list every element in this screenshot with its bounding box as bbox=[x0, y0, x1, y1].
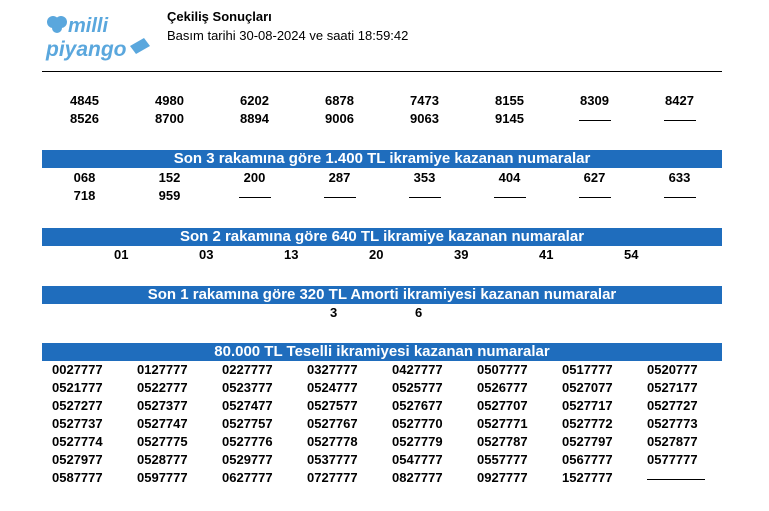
number-cell: 8427 bbox=[665, 93, 694, 108]
number-cell: 0527775 bbox=[137, 434, 188, 449]
number-cell: 0527277 bbox=[52, 398, 103, 413]
number-cell: 0027777 bbox=[52, 362, 103, 377]
empty-dash bbox=[637, 187, 722, 205]
number-cell: 54 bbox=[624, 247, 639, 262]
page-title: Çekiliş Sonuçları bbox=[167, 9, 272, 24]
top-numbers-row-1 bbox=[42, 92, 722, 110]
number-cell: 0527779 bbox=[392, 434, 443, 449]
number-cell: 03 bbox=[199, 247, 214, 262]
teselli-row bbox=[42, 379, 722, 397]
empty-dash bbox=[637, 469, 722, 487]
number-cell: 0527737 bbox=[52, 416, 103, 431]
number-cell: 0527774 bbox=[52, 434, 103, 449]
number-cell: 8309 bbox=[580, 93, 609, 108]
section-header-son2: Son 2 rakamına göre 640 TL ikramiye kazanan numaralar bbox=[42, 228, 722, 246]
teselli-row bbox=[42, 361, 722, 379]
number-cell: 8894 bbox=[240, 111, 269, 126]
number-cell: 0527773 bbox=[647, 416, 698, 431]
number-cell: 0127777 bbox=[137, 362, 188, 377]
number-cell: 0427777 bbox=[392, 362, 443, 377]
number-cell: 1527777 bbox=[562, 470, 613, 485]
number-cell: 6202 bbox=[240, 93, 269, 108]
logo-text-piyango: piyango bbox=[46, 38, 127, 61]
number-cell: 0517777 bbox=[562, 362, 613, 377]
number-cell: 8155 bbox=[495, 93, 524, 108]
number-cell: 959 bbox=[158, 188, 181, 203]
number-cell: 39 bbox=[454, 247, 469, 262]
number-cell: 0527772 bbox=[562, 416, 613, 431]
number-cell: 718 bbox=[73, 188, 96, 203]
clover-icon bbox=[47, 16, 67, 33]
number-cell: 0537777 bbox=[307, 452, 358, 467]
number-cell: 01 bbox=[114, 247, 129, 262]
number-cell: 0527477 bbox=[222, 398, 273, 413]
number-cell: 0527377 bbox=[137, 398, 188, 413]
number-cell: 0527787 bbox=[477, 434, 528, 449]
number-cell: 9063 bbox=[410, 111, 439, 126]
number-cell: 404 bbox=[498, 170, 521, 185]
number-cell: 13 bbox=[284, 247, 299, 262]
number-cell: 0528777 bbox=[137, 452, 188, 467]
number-cell: 0522777 bbox=[137, 380, 188, 395]
number-cell: 0525777 bbox=[392, 380, 443, 395]
number-cell: 9006 bbox=[325, 111, 354, 126]
number-cell: 6 bbox=[415, 305, 423, 320]
number-cell: 353 bbox=[413, 170, 436, 185]
number-cell: 0521777 bbox=[52, 380, 103, 395]
section-header-teselli: 80.000 TL Teselli ikramiyesi kazanan numaralar bbox=[42, 343, 722, 361]
teselli-row bbox=[42, 415, 722, 433]
number-cell: 0927777 bbox=[477, 470, 528, 485]
number-cell: 0527757 bbox=[222, 416, 273, 431]
number-cell: 0727777 bbox=[307, 470, 358, 485]
number-cell: 0526777 bbox=[477, 380, 528, 395]
number-cell: 0527707 bbox=[477, 398, 528, 413]
print-date: Basım tarihi 30-08-2024 ve saati 18:59:42 bbox=[167, 28, 409, 43]
empty-dash bbox=[382, 187, 467, 205]
son3-row-1 bbox=[42, 169, 722, 187]
number-cell: 9145 bbox=[495, 111, 524, 126]
number-cell: 8526 bbox=[70, 111, 99, 126]
number-cell: 0527877 bbox=[647, 434, 698, 449]
header-divider bbox=[42, 71, 722, 72]
son3-row-2 bbox=[42, 187, 722, 205]
milli-piyango-logo bbox=[40, 8, 155, 68]
empty-dash bbox=[467, 187, 552, 205]
number-cell: 20 bbox=[369, 247, 384, 262]
number-cell: 0527778 bbox=[307, 434, 358, 449]
number-cell: 0527727 bbox=[647, 398, 698, 413]
number-cell: 8700 bbox=[155, 111, 184, 126]
number-cell: 0523777 bbox=[222, 380, 273, 395]
empty-dash bbox=[212, 187, 297, 205]
number-cell: 0597777 bbox=[137, 470, 188, 485]
teselli-row bbox=[42, 451, 722, 469]
number-cell: 0527771 bbox=[477, 416, 528, 431]
number-cell: 633 bbox=[668, 170, 691, 185]
number-cell: 0527677 bbox=[392, 398, 443, 413]
number-cell: 0529777 bbox=[222, 452, 273, 467]
number-cell: 7473 bbox=[410, 93, 439, 108]
ticket-icon bbox=[130, 38, 150, 54]
number-cell: 41 bbox=[539, 247, 554, 262]
number-cell: 0527577 bbox=[307, 398, 358, 413]
empty-dash bbox=[552, 110, 637, 128]
number-cell: 0557777 bbox=[477, 452, 528, 467]
number-cell: 6878 bbox=[325, 93, 354, 108]
number-cell: 0527977 bbox=[52, 452, 103, 467]
number-cell: 0520777 bbox=[647, 362, 698, 377]
number-cell: 0527770 bbox=[392, 416, 443, 431]
teselli-row bbox=[42, 397, 722, 415]
number-cell: 627 bbox=[583, 170, 606, 185]
number-cell: 200 bbox=[243, 170, 266, 185]
number-cell: 0227777 bbox=[222, 362, 273, 377]
empty-dash bbox=[552, 187, 637, 205]
number-cell: 152 bbox=[158, 170, 181, 185]
section-header-son1: Son 1 rakamına göre 320 TL Amorti ikramiyesi kazanan numaralar bbox=[42, 286, 722, 304]
number-cell: 4845 bbox=[70, 93, 99, 108]
top-numbers-row-2 bbox=[42, 110, 722, 128]
number-cell: 0567777 bbox=[562, 452, 613, 467]
number-cell: 0524777 bbox=[307, 380, 358, 395]
section-header-son3: Son 3 rakamına göre 1.400 TL ikramiye kazanan numaralar bbox=[42, 150, 722, 168]
number-cell: 287 bbox=[328, 170, 351, 185]
number-cell: 0327777 bbox=[307, 362, 358, 377]
number-cell: 0587777 bbox=[52, 470, 103, 485]
number-cell: 0577777 bbox=[647, 452, 698, 467]
number-cell: 0527767 bbox=[307, 416, 358, 431]
empty-dash bbox=[637, 110, 722, 128]
number-cell: 4980 bbox=[155, 93, 184, 108]
number-cell: 0527077 bbox=[562, 380, 613, 395]
number-cell: 0547777 bbox=[392, 452, 443, 467]
number-cell: 0527776 bbox=[222, 434, 273, 449]
number-cell: 0527177 bbox=[647, 380, 698, 395]
number-cell: 3 bbox=[330, 305, 338, 320]
teselli-row bbox=[42, 433, 722, 451]
logo-text-milli: milli bbox=[68, 15, 109, 37]
number-cell: 0627777 bbox=[222, 470, 273, 485]
teselli-row bbox=[42, 469, 722, 487]
number-cell: 0827777 bbox=[392, 470, 443, 485]
empty-dash bbox=[297, 187, 382, 205]
number-cell: 0507777 bbox=[477, 362, 528, 377]
number-cell: 0527717 bbox=[562, 398, 613, 413]
number-cell: 0527747 bbox=[137, 416, 188, 431]
number-cell: 0527797 bbox=[562, 434, 613, 449]
number-cell: 068 bbox=[73, 170, 96, 185]
